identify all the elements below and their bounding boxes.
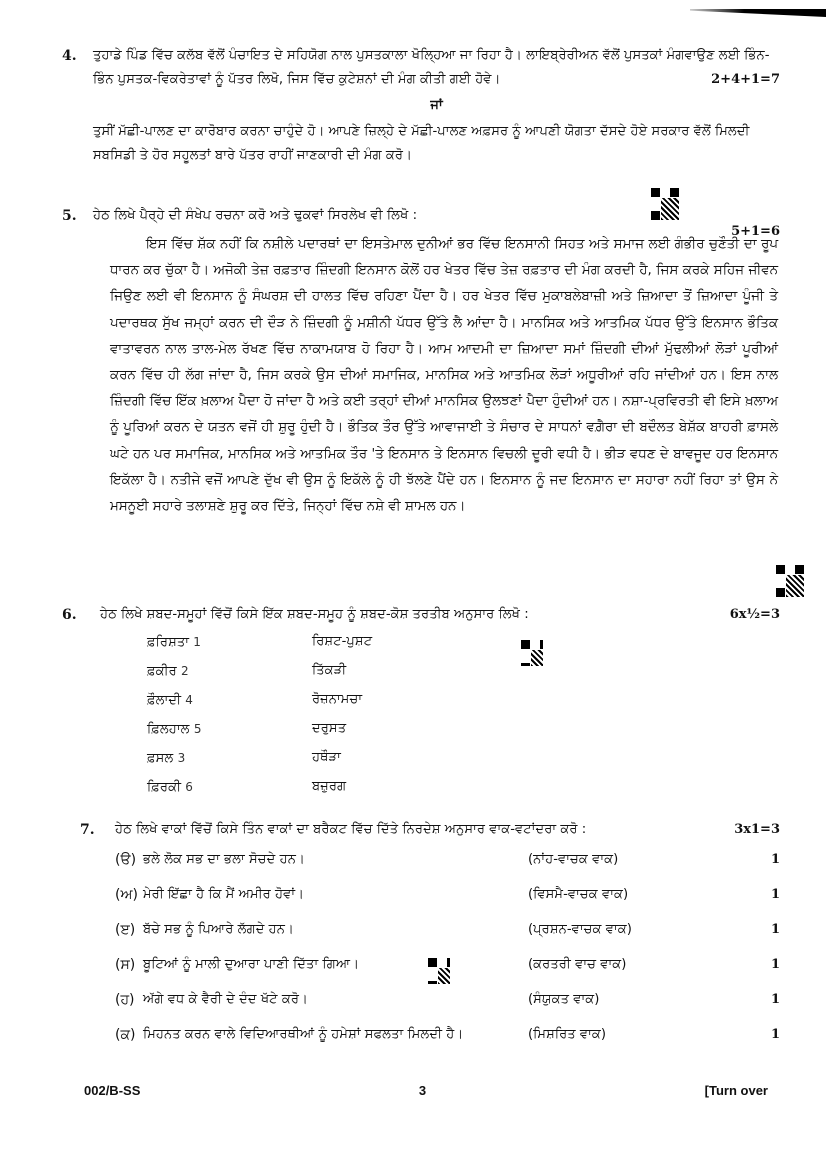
question-7 — [60, 818, 780, 1052]
word-a-6: ਫ਼ਿਰਕੀ 6 — [147, 780, 193, 795]
question-number: 5. — [62, 208, 77, 224]
question-number: 7. — [80, 822, 95, 838]
word-b-6: ਬਜ਼ੁਰਗ — [312, 779, 347, 794]
passage: ਇਸ ਵਿੱਚ ਸ਼ੱਕ ਨਹੀਂ ਕਿ ਨਸ਼ੀਲੇ ਪਦਾਰਥਾਂ ਦਾ ਇਸਤੇਮਾਲ ਦੁਨੀਆਂ ਭਰ ਵਿੱਚ ਇਨਸਾਨੀ ਸਿਹਤ ਅਤੇ ਸਮਾਜ ਲਈ ਗੰਭੀਰ ਚੁਣੌਤੀ ਦਾ ਰੂਪ ਧਾਰਨ ਕਰ ਚੁੱਕਾ ਹੈ। ਅਜੋਕੀ ਤੇਜ਼ ਰਫ਼ਤਾਰ ਜ਼ਿੰਦਗੀ ਇਨਸਾਨ ਕੋਲੋਂ ਹਰ ਖੇਤਰ ਵਿੱਚ ਤੇਜ਼ ਰਫ਼ਤਾਰ ਦੀ ਮੰਗ ਕਰਦੀ ਹੈ, ਜਿਸ ਕਰਕੇ ਸਹਿਜ ਜੀਵਨ ਜਿਉਣ ਲਈ ਵੀ ਇਨਸਾਨ ਨੂੰ ਸੰਘਰਸ਼ ਦੀ ਹਾਲਤ ਵਿੱਚ ਰਹਿਣਾ ਪੈਂਦਾ ਹੈ। ਹਰ ਖੇਤਰ ਵਿੱਚ ਮੁਕਾਬਲੇਬਾਜ਼ੀ ਅਤੇ ਜ਼ਿਆਦਾ ਤੋਂ ਜ਼ਿਆਦਾ ਪੂੰਜੀ ਤੇ ਪਦਾਰਥਕ ਸੁੱਖ ਜਮ੍ਹਾਂ ਕਰਨ ਦੀ ਦੌੜ ਨੇ ਜ਼ਿੰਦਗੀ ਨੂੰ ਮਸ਼ੀਨੀ ਪੱਧਰ ਉੱਤੇ ਲੈ ਆਂਦਾ ਹੈ। ਮਾਨਸਿਕ ਅਤੇ ਆਤਮਿਕ ਪੱਧਰ ਉੱਤੇ ਇਨਸਾਨ ਭੌਤਿਕ ਵਾਤਾਵਰਨ ਨਾਲ ਤਾਲ-ਮੇਲ ਰੱਖਣ ਵਿੱਚ ਨਾਕਾਮਯਾਬ ਹੋ ਰਿਹਾ ਹੈ। ਆਮ ਆਦਮੀ ਦਾ ਜ਼ਿਆਦਾ ਸਮਾਂ ਜ਼ਿੰਦਗੀ ਦੀਆਂ ਮੁੱਢਲੀਆਂ ਲੋੜਾਂ ਪੂਰੀਆਂ ਕਰਨ ਵਿੱਚ ਹੀ ਲੱਗ ਜਾਂਦਾ ਹੈ, ਜਿਸ ਕਰਕੇ ਉਸ ਦੀਆਂ ਸਮਾਜਿਕ, ਮਾਨਸਿਕ ਅਤੇ ਆਤਮਿਕ ਲੋੜਾਂ ਅਧੂਰੀਆਂ ਰਹਿ ਜਾਂਦੀਆਂ ਹਨ। ਇਸ ਨਾਲ ਜ਼ਿੰਦਗੀ ਵਿੱਚ ਇੱਕ ਖ਼ਲਾਅ ਪੈਦਾ ਹੋ ਜਾਂਦਾ ਹੈ ਅਤੇ ਕਈ ਤਰ੍ਹਾਂ ਦੀਆਂ ਮਾਨਸਿਕ ਉਲਝਣਾਂ ਪੈਦਾ ਹੁੰਦੀਆਂ ਹਨ। ਨਸ਼ਾ-ਪ੍ਰਵਿਰਤੀ ਵੀ ਇਸੇ ਖ਼ਲਾਅ ਨੂੰ ਪੂਰਿਆਂ ਕਰਨ ਦੇ ਯਤਨ ਵਜੋਂ ਹੀ ਸ਼ੁਰੂ ਹੁੰਦੀ ਹੈ। ਭੌਤਿਕ ਤੌਰ ਉੱਤੇ ਆਵਾਜਾਈ ਤੇ ਸੰਚਾਰ ਦੇ ਸਾਧਨਾਂ ਵਗ਼ੈਰਾ ਦੀ ਬਦੌਲਤ ਬੇਸ਼ੱਕ ਬਾਹਰੀ ਫ਼ਾਸਲੇ ਘਟੇ ਹਨ ਪਰ ਸਮਾਜਿਕ, ਮਾਨਸਿਕ ਅਤੇ ਆਤਮਿਕ ਤੌਰ 'ਤੇ ਇਨਸਾਨ ਤੇ ਇਨਸਾਨ ਵਿਚਲੀ ਦੂਰੀ ਵਧੀ ਹੈ। ਭੀੜ ਵਧਣ ਦੇ ਬਾਵਜੂਦ ਹਰ ਇਨਸਾਨ ਇਕੱਲਾ ਹੈ। ਨਤੀਜੇ ਵਜੋਂ ਆਪਣੇ ਦੁੱਖ ਵੀ ਉਸ ਨੂੰ ਇਕੱਲੇ ਨੂੰ ਹੀ ਝੱਲਣੇ ਪੈਂਦੇ ਹਨ। ਇਨਸਾਨ ਨੂੰ ਜਦ ਇਨਸਾਨ ਦਾ ਸਹਾਰਾ ਨਹੀਂ ਰਿਹਾ ਤਾਂ ਉਸ ਨੇ ਮਸਨੂਈ ਸਹਾਰੇ ਤਲਾਸ਼ਣੇ ਸ਼ੁਰੂ ਕਰ ਦਿੱਤੇ, ਜਿਨ੍ਹਾਂ ਵਿੱਚ ਨਸ਼ੇ ਵੀ ਸ਼ਾਮਲ ਹਨ। — [110, 237, 778, 515]
qr-code-icon — [521, 640, 543, 666]
question-prompt: ਹੇਠ ਲਿਖੇ ਪੈਰ੍ਹੇ ਦੀ ਸੰਖੇਪ ਰਚਨਾ ਕਰੋ ਅਤੇ ਢੁਕਵਾਂ ਸਿਰਲੇਖ ਵੀ ਲਿਖੋ : — [93, 208, 418, 223]
sentence-item: (ਕ) ਮਿਹਨਤ ਕਰਨ ਵਾਲੇ ਵਿਦਿਆਰਥੀਆਂ ਨੂੰ ਹਮੇਸ਼ਾਂ ਸਫਲਤਾ ਮਿਲਦੀ ਹੈ। (ਮਿਸ਼ਰਿਤ ਵਾਕ) 1 — [115, 1026, 780, 1043]
or-separator: ਜਾਂ — [430, 98, 443, 113]
qr-code-icon — [428, 958, 450, 984]
word-b-1: ਰਿਸ਼ਟ-ਪੁਸ਼ਟ — [312, 634, 373, 649]
word-a-1: ਫ਼ਰਿਸ਼ਤਾ 1 — [147, 635, 201, 650]
turn-over-note: [Turn over — [704, 1083, 768, 1098]
page-footer — [84, 1083, 768, 1098]
sentence-item: (ਸ) ਬੂਟਿਆਂ ਨੂੰ ਮਾਲੀ ਦੁਆਰਾ ਪਾਣੀ ਦਿੱਤਾ ਗਿਆ। (ਕਰਤਰੀ ਵਾਚ ਵਾਕ) 1 — [115, 956, 780, 973]
word-b-4: ਦਰੁਸਤ — [312, 721, 347, 736]
scan-edge-artifact — [690, 9, 826, 17]
question-text: ਤੁਹਾਡੇ ਪਿੰਡ ਵਿੱਚ ਕਲੱਬ ਵੱਲੋਂ ਪੰਚਾਇਤ ਦੇ ਸਹਿਯੋਗ ਨਾਲ ਪੁਸਤਕਾਲਾ ਖੋਲ੍ਹਿਆ ਜਾ ਰਿਹਾ ਹੈ। ਲਾਇਬ੍ਰੇਰੀਅਨ ਵੱਲੋਂ ਪੁਸਤਕਾਂ ਮੰਗਵਾਉਣ ਲਈ ਭਿੰਨ-ਭਿੰਨ ਪੁਸਤਕ-ਵਿਕਰੇਤਾਵਾਂ ਨੂੰ ਪੱਤਰ ਲਿਖੋ, ਜਿਸ ਵਿੱਚ ਕੁਟੇਸ਼ਨਾਂ ਦੀ ਮੰਗ ਕੀਤੀ ਗਈ ਹੋਵੇ। — [93, 48, 770, 87]
word-b-2: ਤਿੱਕੜੀ — [312, 663, 347, 678]
question-6 — [60, 603, 780, 799]
word-a-3: ਫ਼ੌਲਾਦੀ 4 — [147, 693, 193, 708]
question-5 — [60, 204, 780, 520]
sentence-item: (ੲ) ਬੱਚੇ ਸਭ ਨੂੰ ਪਿਆਰੇ ਲੱਗਦੇ ਹਨ। (ਪ੍ਰਸ਼ਨ-ਵਾਚਕ ਵਾਕ) 1 — [115, 921, 780, 938]
sentence-item: (ਅ) ਮੇਰੀ ਇੱਛਾ ਹੈ ਕਿ ਮੈਂ ਅਮੀਰ ਹੋਵਾਂ। (ਵਿਸਮੈ-ਵਾਚਕ ਵਾਕ) 1 — [115, 886, 780, 903]
word-a-4: ਫ਼ਿਲਹਾਲ 5 — [147, 722, 202, 737]
word-a-5: ਫ਼ਸਲ 3 — [147, 751, 186, 766]
question-prompt: ਹੇਠ ਲਿਖੇ ਸ਼ਬਦ-ਸਮੂਹਾਂ ਵਿੱਚੋਂ ਕਿਸੇ ਇੱਕ ਸ਼ਬਦ-ਸਮੂਹ ਨੂੰ ਸ਼ਬਦ-ਕੋਸ਼ ਤਰਤੀਬ ਅਨੁਸਾਰ ਲਿਖੋ : — [100, 607, 529, 622]
word-b-5: ਹਥੌੜਾ — [312, 750, 341, 765]
question-prompt: ਹੇਠ ਲਿਖੇ ਵਾਕਾਂ ਵਿੱਚੋਂ ਕਿਸੇ ਤਿੰਨ ਵਾਕਾਂ ਦਾ ਬਰੈਕਟ ਵਿੱਚ ਦਿੱਤੇ ਨਿਰਦੇਸ਼ ਅਨੁਸਾਰ ਵਾਕ-ਵਟਾਂਦਰਾ ਕਰੋ : — [115, 822, 587, 837]
marks: 3x1=3 — [734, 822, 780, 837]
marks: 6x½=3 — [729, 607, 780, 622]
word-a-2: ਫ਼ਕੀਰ 2 — [147, 664, 189, 679]
question-number: 6. — [62, 607, 77, 623]
qr-code-icon — [776, 565, 812, 601]
page-number: 3 — [418, 1083, 427, 1098]
word-groups — [147, 631, 780, 799]
marks: 5+1=6 — [731, 224, 780, 239]
sentence-item: (ੳ) ਭਲੇ ਲੋਕ ਸਭ ਦਾ ਭਲਾ ਸੋਚਦੇ ਹਨ। (ਨਾਂਹ-ਵਾਚਕ ਵਾਕ) 1 — [115, 851, 780, 868]
marks: 2+4+1=7 — [711, 72, 780, 87]
question-4 — [60, 44, 780, 168]
word-b-3: ਰੋਜ਼ਨਾਮਚਾ — [312, 692, 363, 707]
question-text-alternative: ਤੁਸੀਂ ਮੱਛੀ-ਪਾਲਣ ਦਾ ਕਾਰੋਬਾਰ ਕਰਨਾ ਚਾਹੁੰਦੇ ਹੋ। ਆਪਣੇ ਜ਼ਿਲ੍ਹੇ ਦੇ ਮੱਛੀ-ਪਾਲਣ ਅਫ਼ਸਰ ਨੂੰ ਆਪਣੀ ਯੋਗਤਾ ਦੱਸਦੇ ਹੋਏ ਸਰਕਾਰ ਵੱਲੋਂ ਮਿਲਦੀ ਸਬਸਿਡੀ ਤੇ ਹੋਰ ਸਹੂਲਤਾਂ ਬਾਰੇ ਪੱਤਰ ਰਾਹੀਂ ਜਾਣਕਾਰੀ ਦੀ ਮੰਗ ਕਰੋ। — [93, 124, 750, 163]
sentence-item: (ਹ) ਅੱਗੇ ਵਧ ਕੇ ਵੈਰੀ ਦੇ ਦੰਦ ਖੱਟੇ ਕਰੋ। (ਸੰਯੁਕਤ ਵਾਕ) 1 — [115, 991, 780, 1008]
question-number: 4. — [62, 48, 77, 64]
paper-code: 002/B-SS — [84, 1083, 141, 1098]
